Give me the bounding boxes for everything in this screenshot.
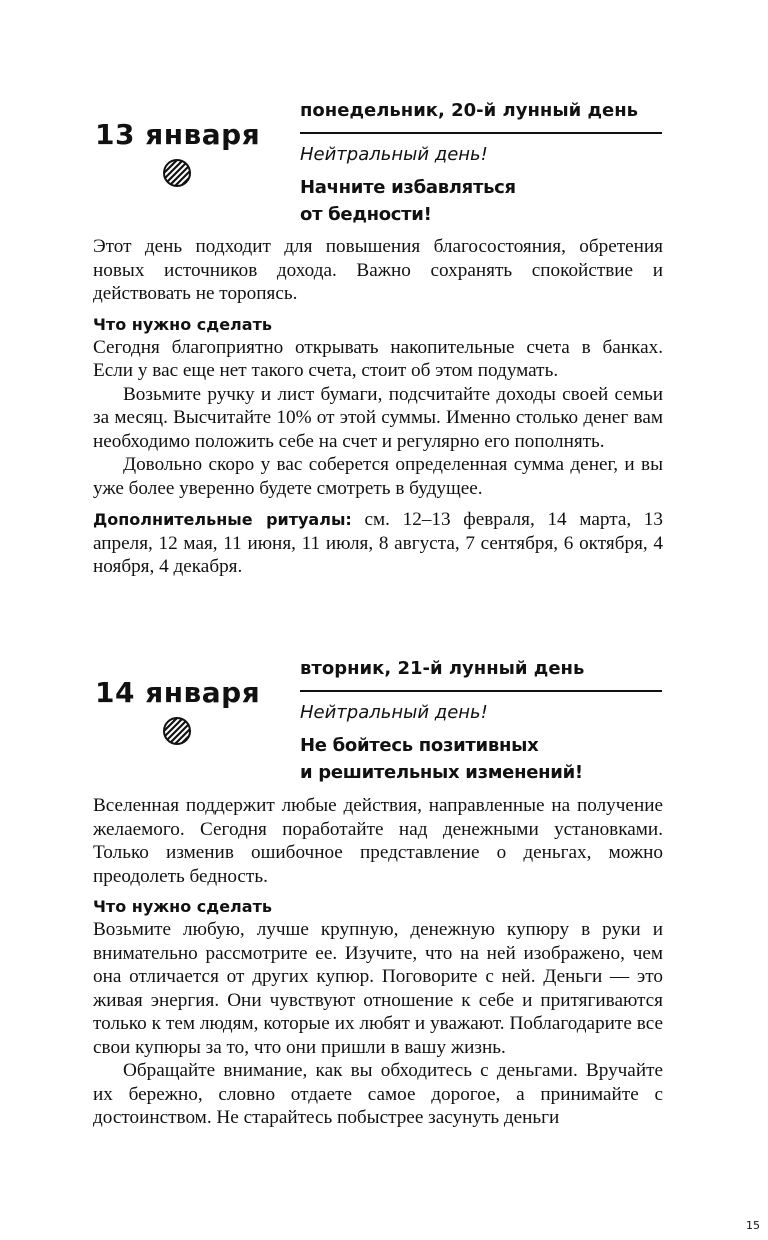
body-paragraph: Сегодня благоприятно открывать накопительные счета в банках. Если у вас еще нет такого счета, стоит об этом подумать. [93,336,663,381]
headline [300,732,662,786]
subhead: Что нужно сделать [93,314,272,334]
weekday-lunar-day: понедельник, 20-й лунный день [300,100,639,121]
intro-paragraph: Вселенная поддержит любые действия, направленные на получение желаемого. Сегодня поработайте над денежными установками. Только изменив ошибочное представление о деньгах, можно преодолеть бедность. [93,795,663,887]
entry-date: 14 января [95,676,261,709]
subhead: Что нужно сделать [93,897,272,916]
body-paragraph: Обращайте внимание, как вы обходитесь с деньгами. Вручайте их бережно, словно отдаете самое дорогое, а принимайте с достоинством. Не старайтесь побыстрее засунуть деньги [93,1060,663,1128]
body-paragraph: Довольно скоро у вас соберется определенная сумма денег, и вы уже более уверенно будете смотреть в будущее. [93,454,663,499]
body-paragraph: Возьмите любую, лучше крупную, денежную купюру в руки и внимательно рассмотрите ее. Изучите, что на ней изображено, чем она отличается от других купюр. Поговорите с ней. Деньги — это живая энергия. Они чувствуют отношение к себе и притягиваются только к тем людям, которые их любят и уважают. Поблагодарите все свои купюры за то, что они пришли в вашу жизнь. [93,919,663,1058]
day-header [300,656,662,786]
moon-phase-icon [162,158,192,188]
entry-body [93,794,663,1130]
rituals-label: Дополнительные ритуалы: [93,510,352,529]
entry-date: 13 января [95,118,261,151]
rituals-paragraph [93,508,663,579]
headline-line: Не бойтесь позитивных [300,735,539,756]
headline [300,174,662,228]
weekday-lunar-day: вторник, 21-й лунный день [300,658,585,679]
rituals-dates: см. 12–13 февраля, 14 марта, 13 апреля, 12 мая, 11 июня, 11 июля, 8 августа, 7 сентября, 6 октября, 4 ноября, 4 декабря. [93,509,663,577]
day-type: Нейтральный день! [300,144,488,165]
entry-body [93,235,663,579]
divider [300,690,662,692]
intro-paragraph: Этот день подходит для повышения благосостояния, обретения новых источников дохода. Важно сохранять спокойствие и действовать не торопясь. [93,236,663,304]
page-number: 15 [746,1219,760,1232]
headline-line: от бедности! [300,204,432,225]
headline-line: Начните избавляться [300,177,516,198]
moon-phase-icon [162,716,192,746]
headline-line: и решительных изменений! [300,762,583,783]
day-type: Нейтральный день! [300,702,488,723]
divider [300,132,662,134]
day-header [300,98,662,228]
body-paragraph: Возьмите ручку и лист бумаги, подсчитайте доходы своей семьи за месяц. Высчитайте 10% от этой суммы. Именно столько денег вам необходимо положить себе на счет и регулярно его пополнять. [93,383,663,452]
